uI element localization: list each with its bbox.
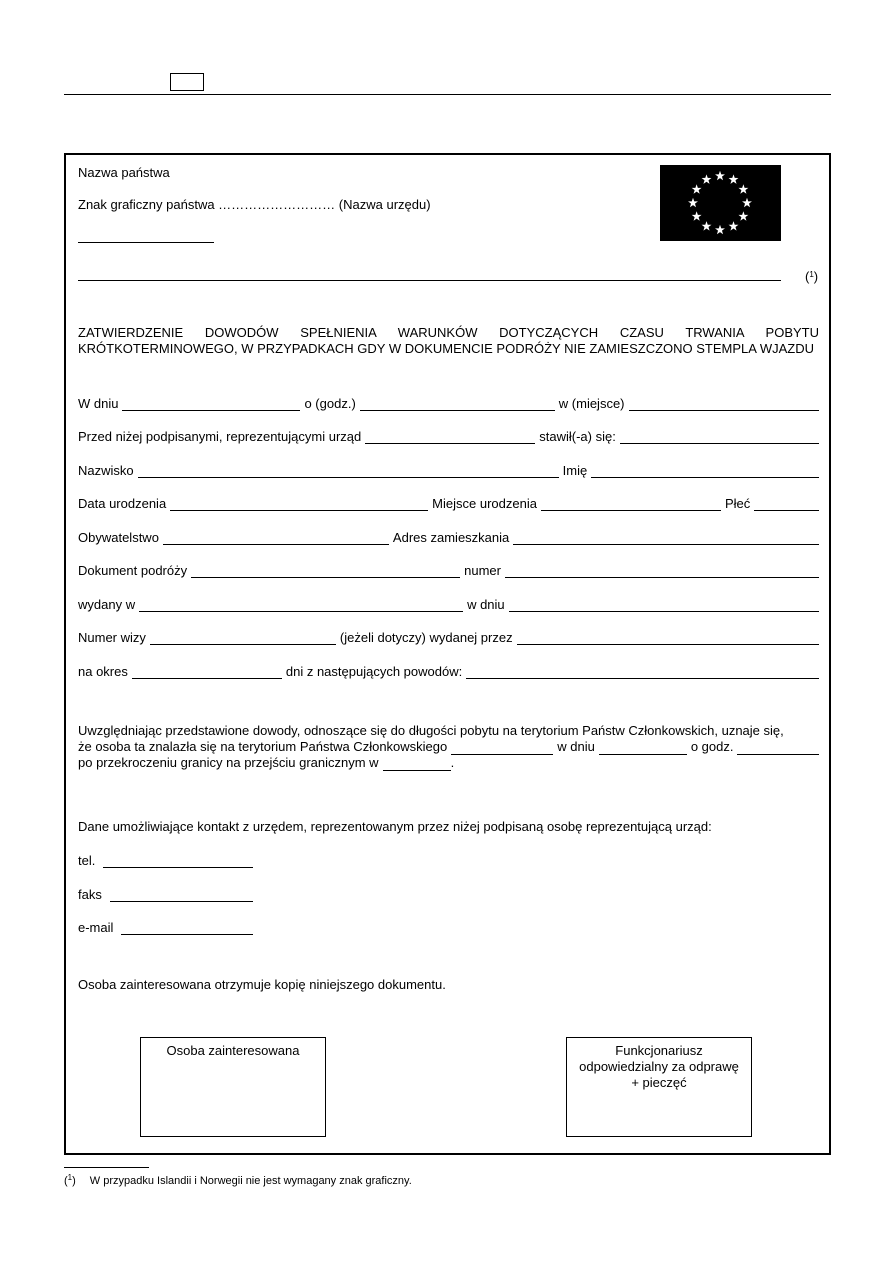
label-period: na okres	[78, 664, 128, 679]
signature-box-person[interactable]	[140, 1037, 326, 1137]
star-icon	[702, 174, 712, 183]
label-before-signed: Przed niżej podpisanymi, reprezentującymi urząd	[78, 429, 362, 444]
field-entry-day[interactable]	[599, 743, 687, 755]
page-number-box	[170, 73, 204, 91]
footnote-marker: 1	[67, 1173, 73, 1182]
label-address: Adres zamieszkania	[392, 530, 510, 545]
field-birth-date[interactable]	[170, 499, 428, 511]
field-border-crossing[interactable]	[383, 759, 451, 771]
label-birth-date: Data urodzenia	[78, 496, 167, 511]
copy-note: Osoba zainteresowana otrzymuje kopię niniejszego dokumentu.	[78, 977, 446, 992]
emblem-line: Znak graficzny państwa ……………………… (Nazwa urzędu)	[78, 197, 431, 212]
field-email[interactable]	[121, 923, 253, 935]
considering-line-1: Uwzględniając przedstawione dowody, odnoszące się do długości pobytu na terytorium Państw Członkowskich, uznaje się,	[78, 723, 784, 738]
label-surname: Nazwisko	[78, 463, 134, 478]
label-appeared: stawił(-a) się:	[539, 429, 616, 444]
field-number[interactable]	[505, 566, 819, 578]
country-name: Nazwa państwa	[78, 165, 170, 180]
considering-paragraph	[78, 723, 819, 771]
field-entry-state[interactable]	[451, 743, 553, 755]
label-entry-hour: o godz.	[690, 739, 734, 754]
office-name-line	[78, 242, 214, 243]
country-line	[78, 280, 781, 281]
considering-period: .	[450, 755, 455, 770]
signature-box-officer-label-2: odpowiedzialny za odprawę	[579, 1059, 739, 1074]
field-birth-place[interactable]	[541, 499, 721, 511]
signature-box-officer-label-3: + pieczęć	[631, 1075, 687, 1090]
row-citizenship	[78, 529, 819, 545]
field-citizenship[interactable]	[163, 533, 389, 545]
label-travel-doc: Dokument podróży	[78, 563, 188, 578]
label-on-day: W dniu	[78, 396, 119, 411]
label-in-place: w (miejsce)	[558, 396, 625, 411]
row-name	[78, 462, 819, 478]
signature-box-person-label: Osoba zainteresowana	[166, 1043, 300, 1058]
field-office[interactable]	[365, 432, 535, 444]
footnote-text: W przypadku Islandii i Norwegii nie jest wymagany znak graficzny.	[89, 1175, 412, 1187]
field-on-day[interactable]	[122, 399, 300, 411]
label-issued-on: w dniu	[467, 597, 505, 612]
field-visa-issued-by[interactable]	[517, 633, 819, 645]
field-surname[interactable]	[138, 466, 559, 478]
star-icon	[738, 211, 748, 220]
field-issued-in[interactable]	[139, 600, 463, 612]
field-sex[interactable]	[754, 499, 819, 511]
label-visa-number: Numer wizy	[78, 630, 146, 645]
label-birth-place: Miejsce urodzenia	[432, 496, 537, 511]
footnote-reference: ($^1$)	[805, 269, 819, 284]
considering-line-3: po przekroczeniu granicy na przejściu granicznym w	[78, 755, 379, 770]
star-icon	[729, 221, 739, 230]
label-visa-issued-by: (jeżeli dotyczy) wydanej przez	[339, 630, 513, 645]
label-at-hour: o (godz.)	[304, 396, 356, 411]
field-in-place[interactable]	[629, 399, 819, 411]
field-visa-number[interactable]	[150, 633, 336, 645]
label-tel: tel.	[78, 853, 96, 868]
star-icon	[729, 174, 739, 183]
field-tel[interactable]	[103, 856, 253, 868]
row-tel	[78, 852, 253, 868]
row-before-signed	[78, 428, 819, 444]
star-icon	[715, 171, 725, 180]
label-number: numer	[464, 563, 501, 578]
row-email	[78, 919, 253, 935]
row-birth	[78, 495, 819, 511]
label-first-name: Imię	[562, 463, 588, 478]
field-entry-hour[interactable]	[737, 743, 819, 755]
field-first-name[interactable]	[591, 466, 819, 478]
row-period	[78, 663, 819, 679]
eu-flag-icon	[660, 165, 781, 241]
star-icon	[742, 198, 752, 207]
star-icon	[692, 184, 702, 193]
field-issued-on[interactable]	[509, 600, 819, 612]
signature-box-officer-label-1: Funkcjonariusz	[615, 1043, 703, 1058]
row-issued	[78, 596, 819, 612]
field-address[interactable]	[513, 533, 819, 545]
row-visa	[78, 629, 819, 645]
star-icon	[692, 211, 702, 220]
star-icon	[715, 225, 725, 234]
field-travel-doc[interactable]	[191, 566, 460, 578]
header-rule	[64, 94, 831, 95]
label-issued-in: wydany w	[78, 597, 136, 612]
star-icon	[702, 221, 712, 230]
row-travel-doc	[78, 562, 819, 578]
field-reasons[interactable]	[466, 667, 819, 679]
label-citizenship: Obywatelstwo	[78, 530, 159, 545]
contact-intro: Dane umożliwiające kontakt z urzędem, reprezentowanym przez niżej podpisaną osobę reprezentującą urząd:	[78, 819, 712, 834]
field-at-hour[interactable]	[360, 399, 555, 411]
row-date-time-place	[78, 395, 819, 411]
star-icon	[738, 184, 748, 193]
row-fax	[78, 886, 253, 902]
field-fax[interactable]	[110, 890, 253, 902]
signature-box-officer[interactable]	[566, 1037, 752, 1137]
form-frame	[64, 153, 831, 1155]
label-email: e-mail	[78, 920, 114, 935]
label-entry-day: w dniu	[557, 739, 595, 754]
footnote-rule	[64, 1167, 149, 1168]
label-days-reasons: dni z następujących powodów:	[285, 664, 463, 679]
considering-line-2: że osoba ta znalazła się na terytorium Państwa Członkowskiego	[78, 739, 448, 754]
star-icon	[688, 198, 698, 207]
field-period[interactable]	[132, 667, 282, 679]
footnote: ($^1$) W przypadku Islandii i Norwegii nie jest wymagany znak graficzny.	[64, 1173, 412, 1187]
label-fax: faks	[78, 887, 102, 902]
form-title: ZATWIERDZENIE DOWODÓW SPEŁNIENIA WARUNKÓW DOTYCZĄCYCH CZASU TRWANIA POBYTU KRÓTKOTERMINOWEGO, W PRZYPADKACH GDY W DOKUMENCIE PODRÓŻY NIE ZAMIESZCZONO STEMPLA WJAZDU	[78, 325, 819, 356]
label-sex: Płeć	[724, 496, 751, 511]
field-appeared[interactable]	[620, 432, 819, 444]
